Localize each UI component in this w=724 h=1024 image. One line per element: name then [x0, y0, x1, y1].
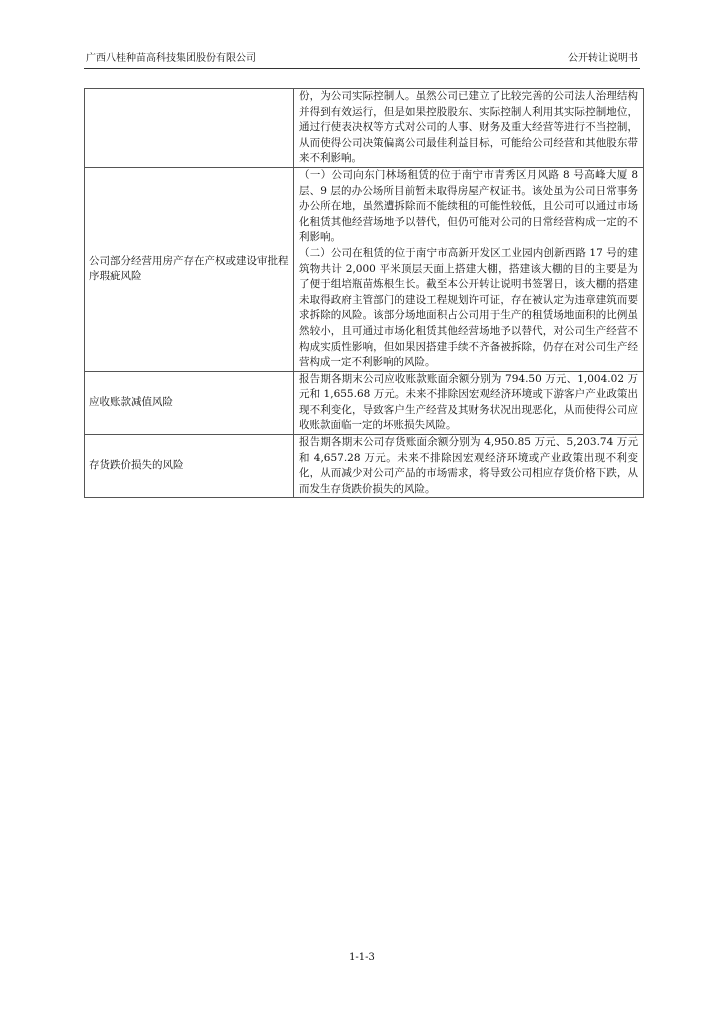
- risk-paragraph: （一）公司向东门林场租赁的位于南宁市青秀区月风路 8 号高峰大厦 8 层、9 层的办公场所目前暂未取得房屋产权证书。该处虽为公司日常事务办公所在地，虽然遭拆除而不能续租的可能性较低，且公司可以通过市场化租赁其他经营场地予以替代，但仍可能对公司的日常经营构成一定的不利影响。: [299, 168, 638, 244]
- risk-name: 公司部分经营用房产存在产权或建设审批程序瑕疵风险: [85, 167, 294, 371]
- risk-name: [85, 89, 294, 168]
- table-row: [85, 371, 644, 434]
- risk-name: 应收账款减值风险: [85, 371, 294, 434]
- risk-paragraph: 报告期各期末公司应收账款账面余额分别为 794.50 万元、1,004.02 万元和 1,655.68 万元。未来不排除因宏观经济环境或下游客户产业政策出现不利变化，导致客户生产经营及其财务状况出现恶化，从而使得公司应收账款面临一定的坏账损失风险。: [299, 372, 638, 432]
- risk-paragraph: 份，为公司实际控制人。虽然公司已建立了比较完善的公司法人治理结构并得到有效运行，但是如果控股股东、实际控制人利用其实际控制地位，通过行使表决权等方式对公司的人事、财务及重大经营等进行不当控制，从而使得公司决策偏离公司最佳利益目标，可能给公司经营和其他股东带来不利影响。: [299, 90, 638, 165]
- risk-description: [294, 371, 644, 434]
- document-title: 公开转让说明书: [568, 53, 638, 64]
- risk-description: [294, 89, 644, 168]
- risk-name: 存货跌价损失的风险: [85, 435, 294, 498]
- table-row: [85, 167, 644, 371]
- page-header: [84, 52, 640, 69]
- page-number: 1-1-3: [349, 952, 375, 963]
- company-name: 广西八桂种苗高科技集团股份有限公司: [86, 53, 256, 64]
- table-row: [85, 89, 644, 168]
- risk-description: [294, 167, 644, 371]
- risk-paragraph: （二）公司在租赁的位于南宁市高新开发区工业园内创新西路 17 号的建筑物共计 2,000 平米顶层天面上搭建大棚，搭建该大棚的目的主要是为了便于组培瓶苗炼根生长。截至本公开转让说明书签署日，该大棚的搭建未取得政府主管部门的建设工程规划许可证，存在被认定为违章建筑而要求拆除的风险。该部分场地面积占公司用于生产的租赁场地面积的比例虽然较小，且可通过市场化租赁其他经营场地予以替代，对公司生产经营不构成实质性影响，但如果因搭建手续不齐备被拆除，仍存在对公司生产经营构成一定不利影响的风险。: [299, 246, 638, 369]
- risk-table: [84, 88, 644, 498]
- risk-description: [294, 435, 644, 498]
- table-row: [85, 435, 644, 498]
- risk-paragraph: 报告期各期末公司存货账面余额分别为 4,950.85 万元、5,203.74 万元和 4,657.28 万元。未来不排除因宏观经济环境或产业政策出现不利变化，从而减少对公司产品的市场需求，将导致公司相应存货价格下跌，从而发生存货跌价损失的风险。: [299, 436, 638, 495]
